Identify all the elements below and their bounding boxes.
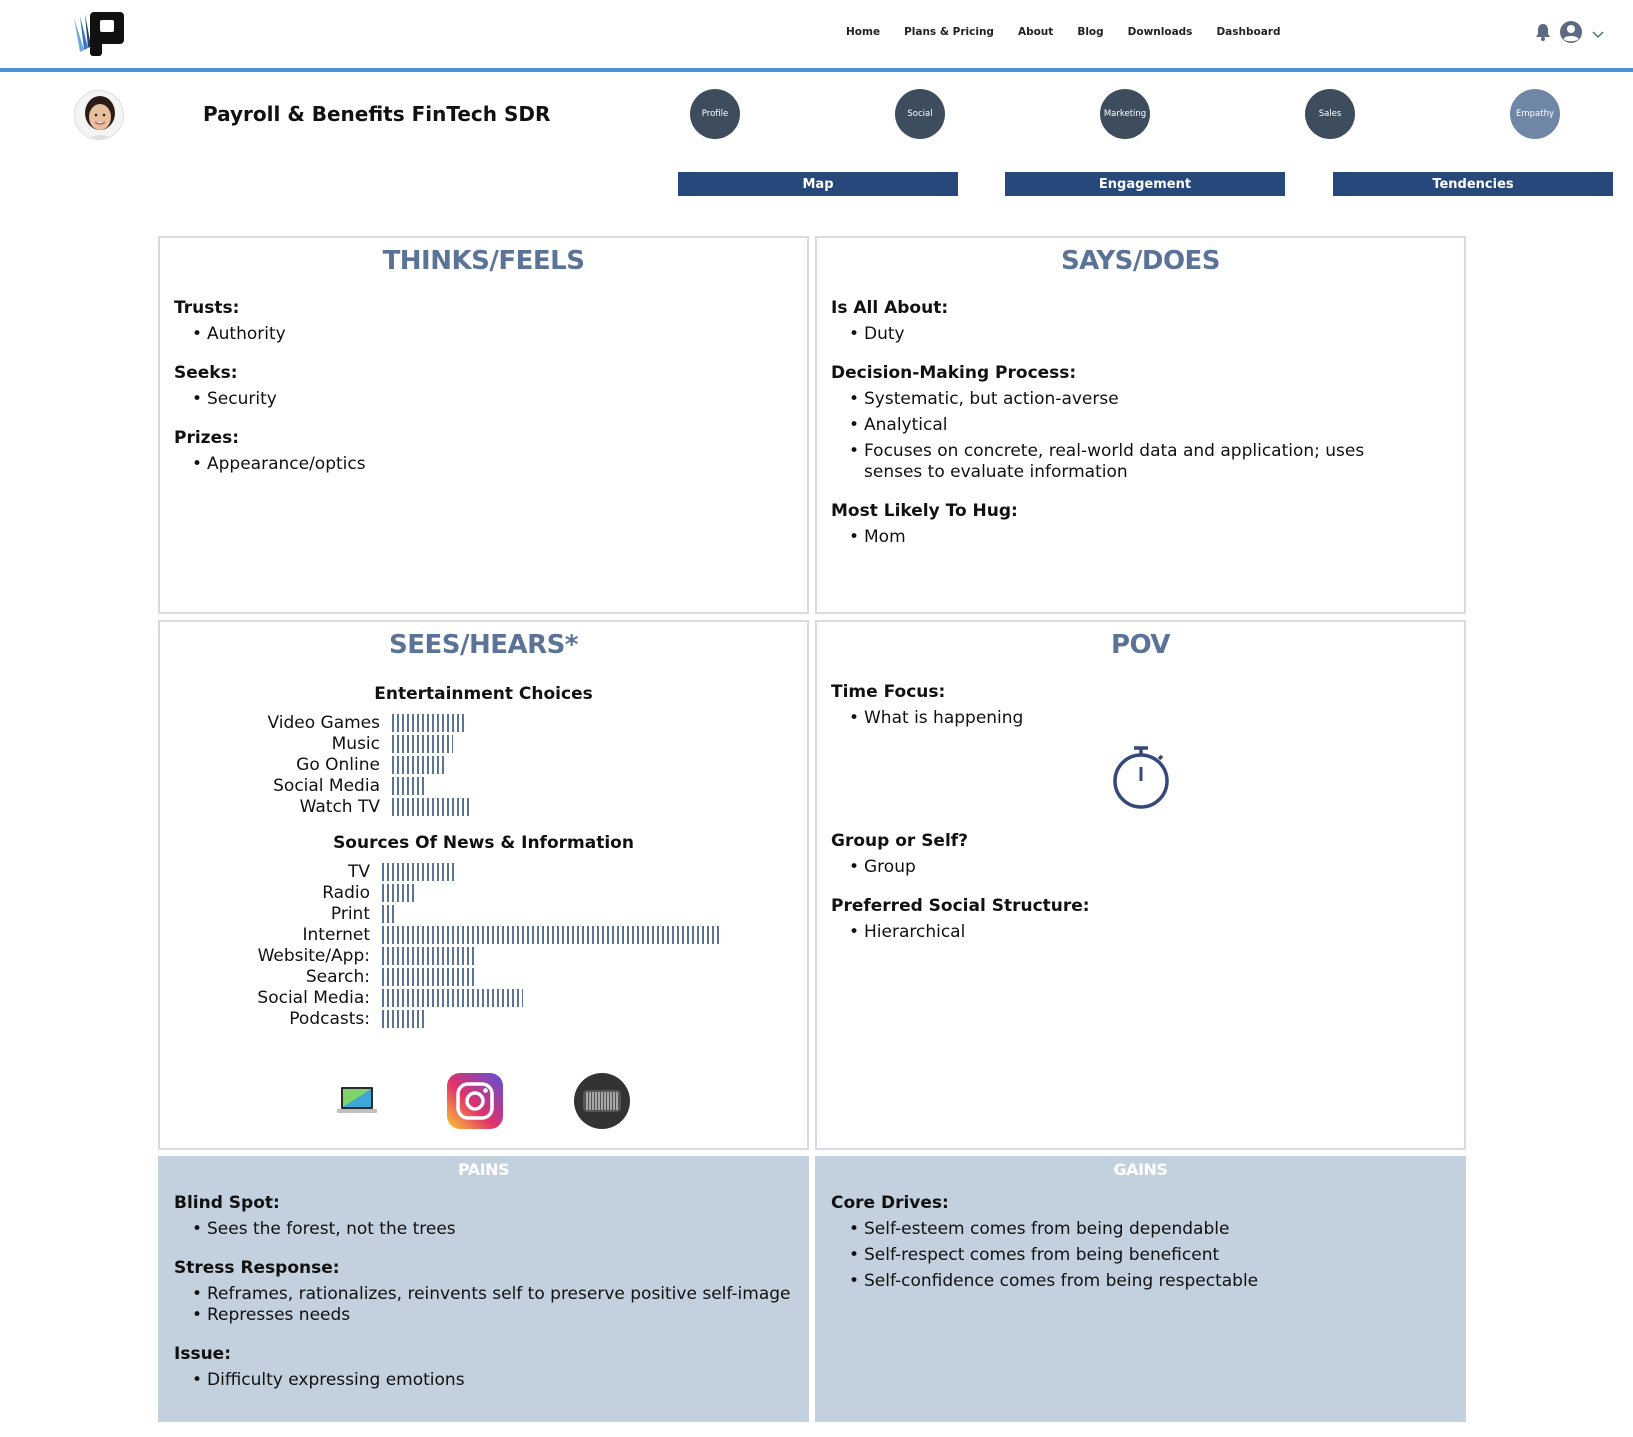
- list-item: • What is happening: [849, 708, 1450, 729]
- tab-map[interactable]: Map: [678, 172, 958, 196]
- list-item: • Self-respect comes from being beneficent: [849, 1245, 1450, 1266]
- sees-hears-card: [158, 620, 809, 1150]
- thinks-feels-card: [158, 236, 809, 614]
- laptop-icon: [337, 1085, 377, 1121]
- entertainment-chart-title: Entertainment Choices: [374, 684, 593, 704]
- pains-card: [158, 1156, 809, 1422]
- card-title: PAINS: [457, 1160, 509, 1179]
- section-label: Preferred Social Structure:: [831, 896, 1090, 916]
- circle-nav-marketing[interactable]: Marketing: [1100, 89, 1150, 139]
- section-label: Core Drives:: [831, 1193, 949, 1213]
- entertainment-chart: [160, 712, 807, 817]
- card-title: THINKS/FEELS: [382, 246, 585, 276]
- list-item: • Sees the forest, not the trees: [192, 1219, 793, 1240]
- card-title: SEES/HEARS*: [389, 630, 578, 660]
- chart-category-label: Internet: [302, 924, 370, 945]
- chart-row: [160, 882, 807, 903]
- nav-blog[interactable]: Blog: [1077, 26, 1104, 38]
- chart-category-label: Print: [330, 903, 370, 924]
- chart-bar: [382, 989, 523, 1007]
- chart-row: [160, 966, 807, 987]
- section-label: Prizes:: [174, 428, 240, 448]
- main-nav: [846, 26, 1280, 38]
- list-item: • Represses needs: [192, 1305, 793, 1326]
- circle-nav-sales[interactable]: Sales: [1305, 89, 1355, 139]
- pov-card: [815, 620, 1466, 1150]
- podcast-microphone-icon: [573, 1072, 631, 1134]
- section-label: Issue:: [174, 1344, 231, 1364]
- chart-row: [160, 796, 807, 817]
- section-label: Most Likely To Hug:: [831, 501, 1018, 521]
- chart-bar: [382, 905, 396, 923]
- chart-category-label: Social Media: [273, 775, 380, 796]
- list-item: • Reframes, rationalizes, reinvents self to preserve positive self-image: [192, 1284, 793, 1305]
- chart-row: [160, 1008, 807, 1029]
- list-item: • Analytical: [849, 415, 1420, 436]
- news-chart: [160, 861, 807, 1029]
- chart-category-label: Watch TV: [299, 796, 380, 817]
- chart-bar: [382, 968, 476, 986]
- list-item: • Self-esteem comes from being dependable: [849, 1219, 1450, 1240]
- section-label: Group or Self?: [831, 831, 969, 851]
- list-item: • Appearance/optics: [192, 454, 793, 475]
- chart-row: [160, 754, 807, 775]
- circle-nav-empathy[interactable]: Empathy: [1510, 89, 1560, 139]
- list-item: • Group: [849, 857, 1450, 878]
- chart-bar: [392, 798, 472, 816]
- card-title: GAINS: [1113, 1160, 1168, 1179]
- logo-icon[interactable]: [72, 10, 128, 56]
- section-label: Trusts:: [174, 298, 240, 318]
- chevron-down-icon[interactable]: [1591, 25, 1605, 44]
- chart-bar: [382, 926, 720, 944]
- list-item: • Difficulty expressing emotions: [192, 1370, 793, 1391]
- card-title: SAYS/DOES: [1060, 246, 1221, 276]
- chart-bar: [392, 735, 453, 753]
- chart-bar: [382, 884, 415, 902]
- section-label: Stress Response:: [174, 1258, 340, 1278]
- chart-row: [160, 903, 807, 924]
- chart-category-label: Go Online: [296, 754, 380, 775]
- chart-bar: [382, 947, 476, 965]
- chart-row: [160, 775, 807, 796]
- chart-category-label: Podcasts:: [289, 1008, 370, 1029]
- chart-bar: [382, 863, 457, 881]
- tab-engagement[interactable]: Engagement: [1005, 172, 1285, 196]
- card-title: POV: [1110, 630, 1171, 660]
- list-item: • Systematic, but action-averse: [849, 389, 1420, 410]
- list-item: • Hierarchical: [849, 922, 1450, 943]
- nav-dashboard[interactable]: Dashboard: [1216, 26, 1281, 38]
- chart-row: [160, 733, 807, 754]
- chart-row: [160, 712, 807, 733]
- media-icons: [160, 1072, 807, 1134]
- circle-nav-profile[interactable]: Profile: [690, 89, 740, 139]
- chart-bar: [382, 1010, 424, 1028]
- chart-row: [160, 945, 807, 966]
- section-label: Seeks:: [174, 363, 238, 383]
- chart-category-label: TV: [347, 861, 370, 882]
- chart-bar: [392, 714, 467, 732]
- page-title: Payroll & Benefits FinTech SDR: [203, 102, 551, 126]
- chart-category-label: Search:: [305, 966, 370, 987]
- chart-category-label: Radio: [322, 882, 370, 903]
- nav-downloads[interactable]: Downloads: [1127, 26, 1193, 38]
- chart-bar: [392, 777, 425, 795]
- section-label: Blind Spot:: [174, 1193, 280, 1213]
- chart-row: [160, 924, 807, 945]
- nav-plans-pricing[interactable]: Plans & Pricing: [904, 26, 994, 38]
- circle-nav-social[interactable]: Social: [895, 89, 945, 139]
- list-item: • Authority: [192, 324, 793, 345]
- chart-category-label: Video Games: [267, 712, 380, 733]
- header-actions: [1535, 20, 1605, 48]
- user-avatar-icon[interactable]: [1559, 20, 1583, 48]
- list-item: • Security: [192, 389, 793, 410]
- chart-row: [160, 861, 807, 882]
- list-item: • Duty: [849, 324, 1450, 345]
- chart-category-label: Music: [331, 733, 380, 754]
- bell-icon[interactable]: [1535, 23, 1551, 45]
- gains-card: [815, 1156, 1466, 1422]
- chart-row: [160, 987, 807, 1008]
- list-item: • Self-confidence comes from being respectable: [849, 1271, 1450, 1292]
- site-header: [0, 0, 1633, 72]
- news-chart-title: Sources Of News & Information: [333, 833, 634, 853]
- list-item: • Mom: [849, 527, 1450, 548]
- persona-avatar: [74, 90, 124, 140]
- chart-bar: [392, 756, 444, 774]
- stopwatch-icon: [831, 745, 1450, 811]
- list-item: • Focuses on concrete, real-world data and application; uses senses to evaluate information: [849, 441, 1420, 483]
- nav-about[interactable]: About: [1017, 26, 1054, 38]
- nav-home[interactable]: Home: [846, 26, 881, 38]
- chart-category-label: Social Media:: [257, 987, 370, 1008]
- section-label: Time Focus:: [831, 682, 946, 702]
- section-label: Is All About:: [831, 298, 949, 318]
- section-label: Decision-Making Process:: [831, 363, 1077, 383]
- chart-category-label: Website/App:: [257, 945, 370, 966]
- instagram-icon[interactable]: [447, 1073, 503, 1133]
- tab-tendencies[interactable]: Tendencies: [1333, 172, 1613, 196]
- says-does-card: [815, 236, 1466, 614]
